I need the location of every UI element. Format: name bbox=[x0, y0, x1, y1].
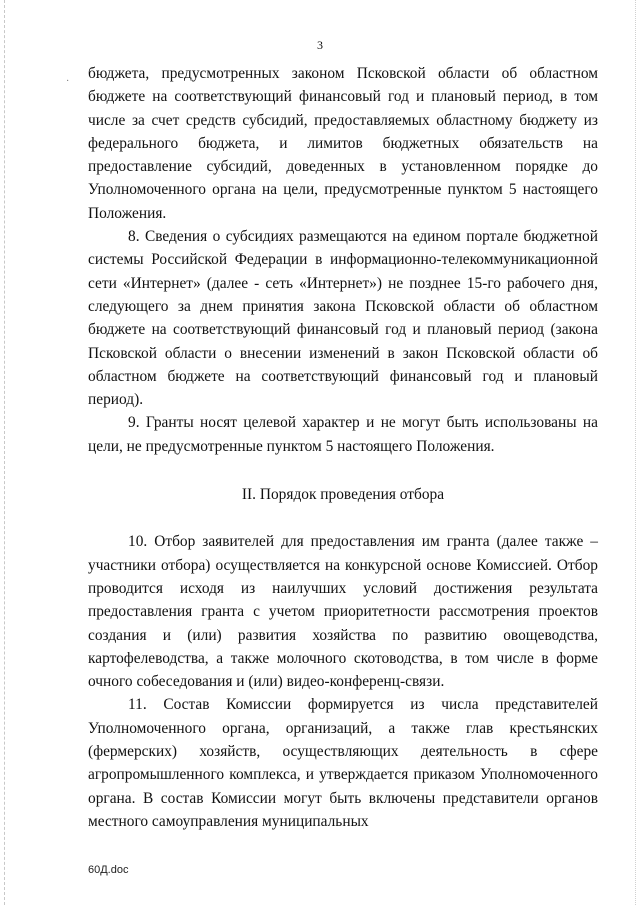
scan-right-edge bbox=[635, 0, 637, 905]
paragraph-8: 8. Сведения о субсидиях размещаются на едином портале бюджетной системы Российской Федерации в информационно-телекоммуникационной сети «Интернет» (далее - сеть «Интернет») не позднее 15-го рабочего дня, следующего за днем принятия закона Псковской области об областном бюджете на соответствующий финансовый год и плановый период (закона Псковской области о внесении изменений в закон Псковской области об областном бюджете на соответствующий финансовый год и плановый период). bbox=[88, 228, 598, 409]
paragraph-9: 9. Гранты носят целевой характер и не могут быть использованы на цели, не предусмотренные пунктом 5 настоящего Положения. bbox=[88, 414, 598, 455]
paragraph-11: 11. Состав Комиссии формируется из числа представителей Уполномоченного органа, организаций, а также глав крестьянских (фермерских) хозяйств, осуществляющих деятельность в сфере агропромышленного комплекса, и утверждается приказом Уполномоченного органа. В состав Комиссии могут быть включены представители органов местного самоуправления муниципальных bbox=[88, 696, 598, 830]
footer-filename: 60Д.doc bbox=[88, 864, 129, 876]
paragraph-10: 10. Отбор заявителей для предоставления им гранта (далее также – участники отбора) осуществляется на конкурсной основе Комиссией. Отбор проводится исходя из наилучших условий достижения результата предоставления гранта с учетом приоритетности рассмотрения проектов создания и (или) развития хозяйства по развитию овощеводства, картофелеводства, а также молочного скотоводства, в том числе в форме очного собеседования и (или) видео-конференц-связи. bbox=[88, 533, 598, 691]
document-body bbox=[88, 62, 598, 833]
section-heading: II. Порядок проведения отбора bbox=[241, 486, 445, 504]
page-number: 3 bbox=[317, 38, 323, 52]
paragraph-continuation: бюджета, предусмотренных законом Псковской области об областном бюджете на соответствующий финансовый год и плановый период, в том числе за счет средств субсидий, предоставляемых областному бюджету из федерального бюджета, и лимитов бюджетных обязательств на предоставление субсидий, доведенных в установленном порядке до Уполномоченного органа на цели, предусмотренные пунктом 5 настоящего Положения. bbox=[88, 65, 598, 222]
scan-speck: · bbox=[66, 76, 70, 87]
scan-left-edge bbox=[4, 0, 6, 905]
